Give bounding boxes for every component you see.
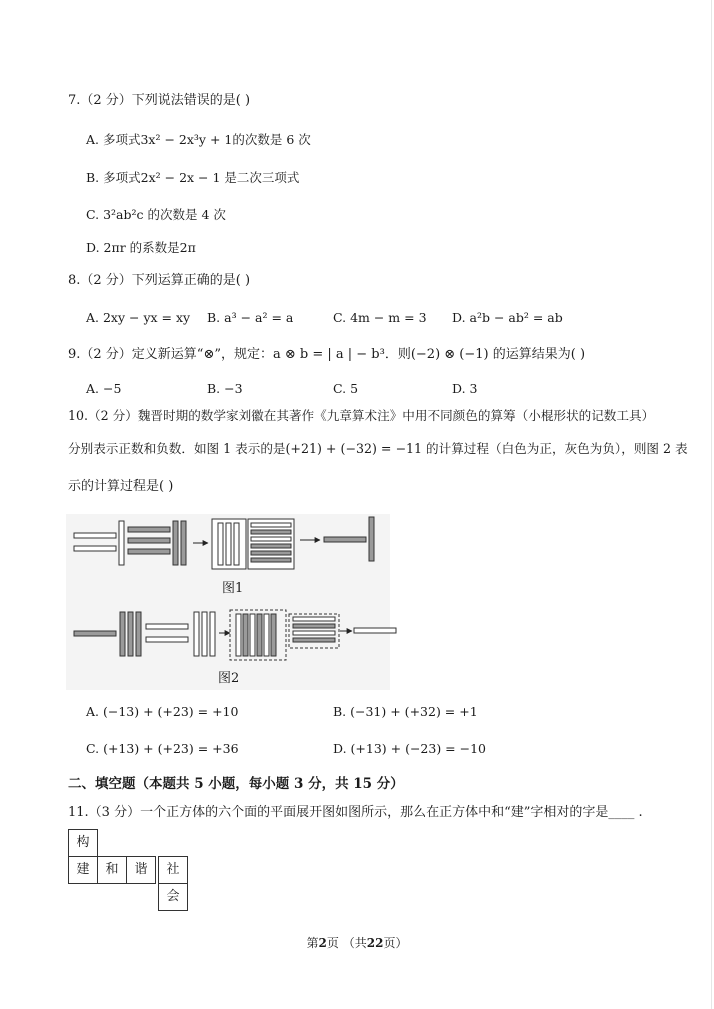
white-rod <box>354 628 396 633</box>
gray-rod <box>120 612 125 656</box>
gray-rod <box>271 614 276 656</box>
q9-option-c[interactable]: C. 5 <box>333 381 359 396</box>
white-rod <box>74 546 116 551</box>
gray-rod <box>251 530 291 534</box>
cube-cell-she: 社 <box>158 856 188 884</box>
section-2-heading: 二、填空题（本题共 5 小题，每小题 3 分，共 15 分） <box>68 776 404 792</box>
cube-cell-xie: 谐 <box>126 856 156 884</box>
gray-rod <box>293 638 335 642</box>
q9-option-d[interactable]: D. 3 <box>452 381 478 396</box>
cube-cell-jian: 建 <box>68 856 98 884</box>
q9-stem: 9.（2 分）定义新运算“⊗”，规定：a ⊗ b = | a | − b³．则(−2) ⊗ (−1) 的运算结果为( ) <box>68 347 586 362</box>
q10-stem-line1: 10.（2 分）魏晋时期的数学家刘徽在其著作《九章算术注》中用不同颜色的算筹（小棍形状的记数工具） <box>68 408 655 423</box>
white-rod <box>293 617 335 621</box>
q9-option-a[interactable]: A. −5 <box>86 381 122 396</box>
gray-rod <box>324 537 366 542</box>
q10-option-a[interactable]: A. (−13) + (+23) = +10 <box>86 704 239 719</box>
gray-rod <box>251 558 291 562</box>
q10-option-c[interactable]: C. (+13) + (+23) = +36 <box>86 741 239 756</box>
gray-rod <box>293 624 335 628</box>
gray-rod <box>128 549 170 554</box>
gray-rod <box>181 521 186 565</box>
white-rod <box>194 612 199 656</box>
white-rod <box>226 523 231 565</box>
q7-option-a[interactable]: A. 多项式3x² − 2x³y + 1的次数是 6 次 <box>86 132 311 147</box>
gray-rod <box>251 544 291 548</box>
white-rod <box>146 624 188 629</box>
q7-option-d[interactable]: D. 2πr 的系数是2π <box>86 240 196 255</box>
white-rod <box>74 533 116 538</box>
cube-cell-hui: 会 <box>158 883 188 911</box>
q8-option-a[interactable]: A. 2xy − yx = xy <box>86 310 191 325</box>
q8-stem: 8.（2 分）下列运算正确的是( ) <box>68 273 251 288</box>
footer-total-pages: 22 <box>366 936 384 950</box>
white-rod <box>250 614 255 656</box>
white-rod <box>218 523 223 565</box>
white-rod <box>251 523 291 527</box>
q7-stem: 7.（2 分）下列说法错误的是( ) <box>68 93 251 108</box>
white-rod <box>264 614 269 656</box>
white-rod <box>119 521 124 565</box>
white-rod <box>210 612 215 656</box>
cube-cell-he: 和 <box>97 856 127 884</box>
page-footer <box>0 934 714 951</box>
gray-rod <box>128 538 170 543</box>
q7-option-b[interactable]: B. 多项式2x² − 2x − 1 是二次三项式 <box>86 170 300 185</box>
gray-rod <box>173 521 178 565</box>
gray-rod <box>243 614 248 656</box>
footer-page-number: 2 <box>318 936 327 950</box>
q7-option-c[interactable]: C. 3²ab²c 的次数是 4 次 <box>86 207 226 222</box>
white-rod <box>234 523 239 565</box>
q10-option-d[interactable]: D. (+13) + (−23) = −10 <box>333 741 487 756</box>
q10-stem-line2: 分别表示正数和负数．如图 1 表示的是(+21) + (−32) = −11 的计算过程（白色为正，灰色为负），则图 2 表 <box>68 441 688 456</box>
footer-prefix: 第 <box>306 936 319 950</box>
gray-rod <box>257 614 262 656</box>
gray-rod <box>136 612 141 656</box>
gray-rod <box>128 612 133 656</box>
figure-2-label: 图2 <box>218 671 240 686</box>
q10-option-b[interactable]: B. (−31) + (+32) = +1 <box>333 704 478 719</box>
footer-mid: 页 （共 <box>326 936 367 950</box>
white-rod <box>251 537 291 541</box>
cube-cell-gou: 构 <box>68 829 98 857</box>
q10-stem-line3: 示的计算过程是( ) <box>68 479 174 494</box>
figure-1-label: 图1 <box>222 581 244 596</box>
white-rod <box>293 631 335 635</box>
gray-rod <box>74 631 116 636</box>
footer-suffix: 页） <box>383 936 408 950</box>
q8-option-c[interactable]: C. 4m − m = 3 <box>333 310 427 325</box>
gray-rod <box>251 551 291 555</box>
gray-rod <box>369 517 374 561</box>
q11-stem: 11.（3 分）一个正方体的六个面的平面展开图如图所示，那么在正方体中和“建”字相对的字是____ . <box>68 805 643 820</box>
q9-option-b[interactable]: B. −3 <box>207 381 243 396</box>
gray-rod <box>128 527 170 532</box>
q8-option-b[interactable]: B. a³ − a² = a <box>207 310 294 325</box>
white-rod <box>146 637 188 642</box>
white-rod <box>236 614 241 656</box>
white-rod <box>202 612 207 656</box>
q8-option-d[interactable]: D. a²b − ab² = ab <box>452 310 563 325</box>
